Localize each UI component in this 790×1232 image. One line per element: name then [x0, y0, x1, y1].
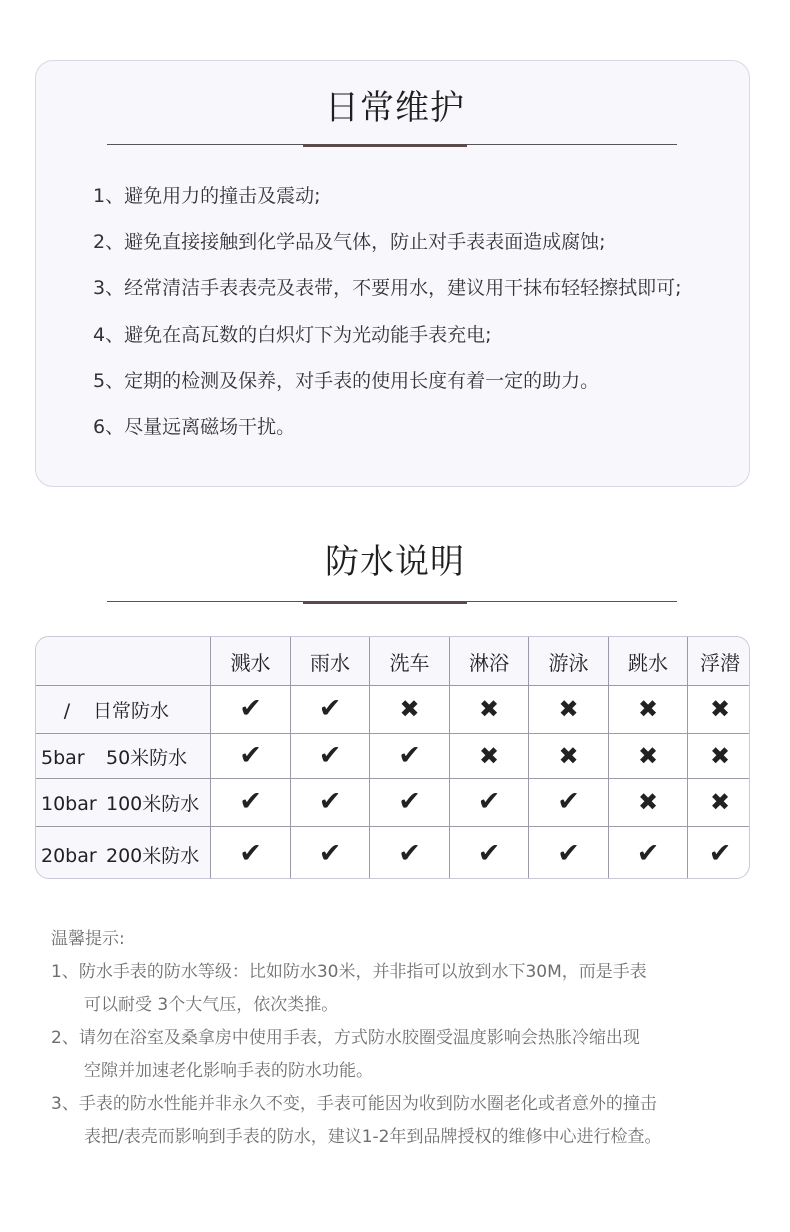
cross-icon: ✖	[478, 695, 500, 723]
cross-icon: ✖	[399, 695, 420, 723]
cross-icon: ✖	[558, 695, 579, 723]
check-icon: ✔	[398, 739, 421, 771]
depth-rating: 50米防水	[106, 746, 188, 769]
care-item: 1、避免用力的撞击及震动;	[93, 185, 321, 207]
cross-icon: ✖	[637, 695, 659, 723]
cross-icon: ✖	[709, 741, 731, 770]
waterproof-table	[35, 636, 750, 879]
cross-icon: ✖	[478, 741, 500, 770]
tip-line: 空隙并加速老化影响手表的防水功能。	[84, 1061, 373, 1081]
table-row	[36, 734, 751, 779]
column-header: 游泳	[529, 637, 609, 686]
table-row	[36, 779, 751, 827]
waterproof-title: 防水说明	[325, 542, 465, 582]
column-header: 雨水	[291, 637, 370, 686]
check-icon: ✔	[557, 786, 580, 817]
care-title: 日常维护	[325, 88, 465, 128]
table-header-row	[36, 637, 751, 686]
care-item: 2、避免直接接触到化学品及气体，防止对手表表面造成腐蚀;	[93, 231, 606, 253]
row-label	[36, 779, 211, 827]
check-icon: ✔	[239, 786, 262, 817]
bar-rating: 5bar	[41, 746, 85, 769]
tip-line: 3、手表的防水性能并非永久不变，手表可能因为收到防水圈老化或者意外的撞击	[51, 1094, 657, 1114]
check-icon: ✔	[318, 837, 342, 869]
check-icon: ✔	[239, 693, 262, 724]
table-row	[36, 686, 751, 734]
care-title-accent	[303, 144, 467, 147]
tip-line: 1、防水手表的防水等级：比如防水30米，并非指可以放到水下30M，而是手表	[51, 962, 647, 982]
depth-rating: 100米防水	[106, 793, 200, 815]
check-icon: ✔	[557, 837, 580, 869]
column-header: 跳水	[609, 637, 688, 686]
check-icon: ✔	[398, 837, 421, 869]
cross-icon: ✖	[637, 741, 659, 770]
check-icon: ✔	[398, 786, 421, 817]
tip-line: 2、请勿在浴室及桑拿房中使用手表，方式防水胶圈受温度影响会热胀冷缩出现	[51, 1028, 640, 1048]
check-icon: ✔	[318, 786, 342, 817]
check-icon: ✔	[318, 739, 342, 771]
check-icon: ✔	[477, 837, 501, 869]
column-header: 溅水	[211, 637, 291, 686]
tips-heading: 温馨提示:	[51, 929, 125, 949]
tip-line: 表把/表壳而影响到手表的防水，建议1-2年到品牌授权的维修中心进行检查。	[84, 1127, 662, 1147]
check-icon: ✔	[318, 693, 342, 724]
cross-icon: ✖	[709, 695, 731, 723]
column-header: 洗车	[370, 637, 450, 686]
depth-rating: 200米防水	[106, 844, 200, 867]
check-icon: ✔	[477, 786, 501, 817]
column-header: 淋浴	[450, 637, 529, 686]
care-item: 5、定期的检测及保养，对手表的使用长度有着一定的助力。	[93, 370, 600, 392]
bar-rating: 10bar	[41, 793, 97, 815]
care-item: 6、尽量远离磁场干扰。	[93, 416, 296, 438]
tip-line: 可以耐受 3个大气压，依次类推。	[84, 995, 339, 1015]
care-item: 3、经常清洁手表表壳及表带，不要用水，建议用干抹布轻轻擦拭即可;	[93, 277, 682, 299]
cross-icon: ✖	[558, 741, 579, 770]
care-item: 4、避免在高瓦数的白炽灯下为光动能手表充电;	[93, 324, 492, 346]
header-corner	[36, 637, 211, 686]
row-label	[36, 686, 211, 734]
row-label	[36, 827, 211, 880]
bar-rating: /	[63, 700, 71, 722]
cross-icon: ✖	[637, 788, 659, 816]
cross-icon: ✖	[709, 788, 731, 816]
check-icon: ✔	[636, 837, 660, 869]
bar-rating: 20bar	[41, 844, 97, 867]
row-label	[36, 734, 211, 779]
check-icon: ✔	[239, 739, 262, 771]
check-icon: ✔	[239, 837, 262, 869]
depth-rating: 日常防水	[93, 700, 170, 722]
waterproof-title-accent	[303, 601, 467, 604]
table-row	[36, 827, 751, 880]
column-header: 浮潜	[688, 637, 751, 686]
check-icon: ✔	[708, 837, 732, 869]
